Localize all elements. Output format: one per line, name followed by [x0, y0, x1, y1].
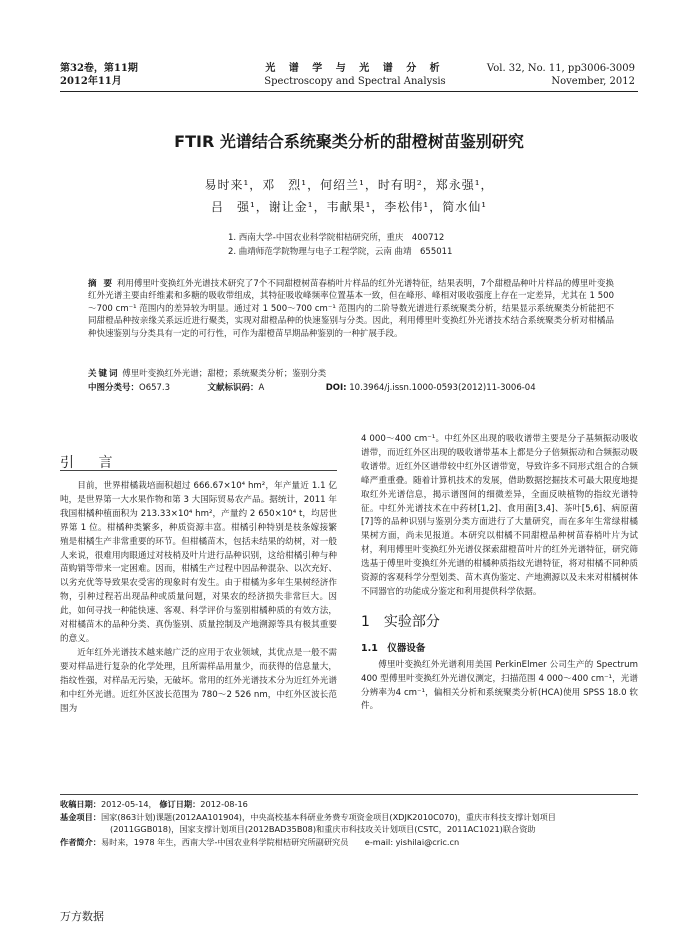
header-rule	[60, 91, 638, 92]
intro-heading-rule	[60, 470, 337, 471]
revised-label: 修订日期：	[159, 799, 201, 809]
author-line-1: 易时来¹，邓 烈¹，何绍兰¹，时有明²，郑永强¹，	[204, 178, 494, 192]
keywords-text: 傅里叶变换红外光谱；甜橙；系统聚类分析；鉴别分类	[122, 369, 327, 379]
author-bio-label: 作者简介：	[60, 836, 101, 847]
fund-line-1	[60, 811, 638, 824]
footnotes	[60, 798, 638, 848]
author-line-2: 吕 强¹，谢让金¹，韦献果¹，李松伟¹，简水仙¹	[210, 200, 488, 214]
affiliation-2: 2. 曲靖师范学院物理与电子工程学院，云南 曲靖 655011	[228, 247, 453, 257]
journal-volume-cn	[60, 62, 138, 88]
footer-source: 万方数据	[60, 910, 104, 923]
date-cn: 2012年11月	[60, 76, 122, 87]
doc-code-value: A	[258, 383, 265, 393]
affiliation-1: 1. 西南大学-中国农业科学院柑桔研究所，重庆 400712	[228, 233, 445, 243]
author-bio-line	[60, 836, 638, 849]
date-en: November, 2012	[551, 76, 635, 87]
doi-label: DOI:	[325, 383, 347, 393]
received-value: 2012-05-14，	[100, 799, 157, 809]
keywords-label: 关键词	[88, 369, 120, 379]
doc-code-label: 文献标识码：	[207, 383, 259, 393]
intro-paragraph-3: 4 000～400 cm⁻¹。中红外区出现的吸收谱带主要是分子基频振动吸收谱带，而近红外区出现的吸收谱带基本上都是分子倍频振动和合频振动吸收谱带。近红外区谱带较中红外区谱带宽，导致许多不同形式组合的合频峰严重重叠。随着计算机技术的发展，借助数据挖掘技术可最大限度地提取红外光谱信息，揭示谱图间的细微差异，全面反映植物的指纹光谱特征。中红外光谱技术在中药材[1,2]、食用菌[3,4]、茶叶[5,6]、病原菌[7]等的品种识别与鉴别分类方面进行了大量研究，而在多年生常绿柑橘果树方面，尚未见报道。本研究以柑橘不同甜橙品种树苗春梢叶片为试材，利用傅里叶变换红外光谱仪探索甜橙苗叶片的红外光谱特征，研究筛选基于傅里叶变换红外光谱的柑橘种质指纹光谱特征，将对柑橘不同种质资源的客观科学分型划类、苗木真伪鉴定、产地溯源以及未来对柑橘树体不同器官的功能成分鉴定和利用提供科学依据。	[361, 434, 638, 597]
journal-name-cn: 光 谱 学 与 光 谱 分 析	[265, 63, 445, 74]
section-heading-experiment: 1 实验部分	[361, 613, 440, 630]
doi-value[interactable]: 10.3964/j.issn.1000-0593(2012)11-3006-04	[349, 383, 536, 393]
clc-value: O657.3	[139, 383, 171, 393]
abstract-text: 利用傅里叶变换红外光谱技术研究了7个不同甜橙树苗春梢叶片样品的红外光谱特征，结果表明，7个甜橙品种叶片样品的傅里叶变换红外光谱主要由纤维素和多糖的吸收带组成，其特征吸收峰频率位置基本一致，但在峰形、峰相对吸收强度上存在一定差异，尤其在 1 500～700 cm⁻¹ 范围内的差异较为明显。通过对 1 500～700 cm⁻¹ 范围内的二阶导数光谱进行系统聚类分析，结果显示系统聚类分析能把不同甜橙品种按亲缘关系远近进行聚类，实现对甜橙品种的快速鉴别与分类。因此，利用傅里叶变换红外光谱技术结合系统聚类分析对柑橘品种快速鉴别与分类具有一定的可行性，可作为甜橙苗早期品种鉴别的一种扩展手段。	[88, 279, 614, 339]
fund-label: 基金项目：	[60, 811, 101, 822]
paper-title: FTIR 光谱结合系统聚类分析的甜橙树苗鉴别研究	[174, 132, 524, 151]
intro-heading: 引 言	[60, 455, 123, 471]
classification-row	[88, 382, 628, 394]
intro-paragraph-1: 目前，世界柑橘栽培面积超过 666.67×10⁴ hm²，年产量近 1.1 亿吨，是世界第一大水果作物和第 3 大国际贸易农产品。据统计，2011 年我国柑橘种植面积为 213.33×10⁴ hm²，产量约 2 650×10⁴ t，均居世界第 1 位。柑橘种类繁多，种质资源丰富。柑橘引种特别是枝条嫁接繁殖是柑橘生产非常重要的环节。但柑橘苗木，包括未结果的幼树，对一般人来说，很难用肉眼通过对枝梢及叶片进行品种识别，这给柑橘引种与种苗购销等带来一定困难。因而，柑橘生产过程中因品种混杂、以次充好、以劣充优等导致果农受害的现象时有发生。由于柑橘为多年生果树经济作物，引种过程若出现品种或质量问题，对果农的经济损失非常巨大。因此，如何寻找一种能快速、客观、科学评价与鉴别柑橘种质的有效方法，对柑橘苗木的品种分类、真伪鉴别、质量控制及产地溯源等具有极其重要的意义。	[60, 481, 337, 644]
volume-en: Vol. 32, No. 11, pp3006-3009	[486, 63, 635, 74]
journal-name	[235, 62, 475, 88]
volume-cn: 第32卷，第11期	[60, 63, 138, 74]
revised-value: 2012-08-16	[200, 799, 248, 809]
intro-paragraph-2: 近年红外光谱技术越来越广泛的应用于农业领域，其优点是一般不需要对样品进行复杂的化学处理，且所需样品用量少，而获得的信息量大，指纹性强，对样品无污染，无破坏。常用的红外光谱技术分为近红外光谱和中红外光谱。近红外区波长范围为 780～2 526 nm，中红外区波长范围为	[60, 647, 337, 714]
instruments-paragraph: 傅里叶变换红外光谱利用美国 PerkinElmer 公司生产的 Spectrum 400 型傅里叶变换红外光谱仪测定，扫描范围 4 000～400 cm⁻¹，光谱分辨率为4 cm⁻¹，偏相关分析和系统聚类分析(HCA)使用 SPSS 18.0 软件。	[361, 659, 638, 712]
dates-line	[60, 798, 638, 811]
fund-text-2: (2011GGB018)，国家支撑计划项目(2012BAD35B08)和重庆市科技攻关计划项目(CSTC，2011AC1021)联合资助	[110, 824, 536, 835]
journal-volume-en	[470, 62, 635, 88]
abstract	[88, 278, 614, 340]
received-label: 收稿日期：	[60, 799, 101, 809]
footnote-rule	[60, 794, 638, 795]
abstract-label: 摘 要	[88, 279, 115, 289]
author-bio-text: 易时来，1978 年生，西南大学-中国农业科学院柑桔研究所副研究员 e-mail: yishilai@cric.cn	[100, 836, 460, 847]
clc-label: 中图分类号：	[88, 383, 140, 393]
subsection-heading-instruments: 1.1 仪器设备	[361, 642, 426, 654]
left-column	[60, 480, 337, 716]
journal-name-en: Spectroscopy and Spectral Analysis	[264, 76, 446, 87]
fund-text-1: 国家(863计划)课题(2012AA101904)，中央高校基本科研业务费专项资金项目(XDJK2010C070)，重庆市科技支撑计划项目	[100, 811, 556, 822]
keywords	[88, 368, 326, 380]
right-column	[361, 433, 638, 714]
